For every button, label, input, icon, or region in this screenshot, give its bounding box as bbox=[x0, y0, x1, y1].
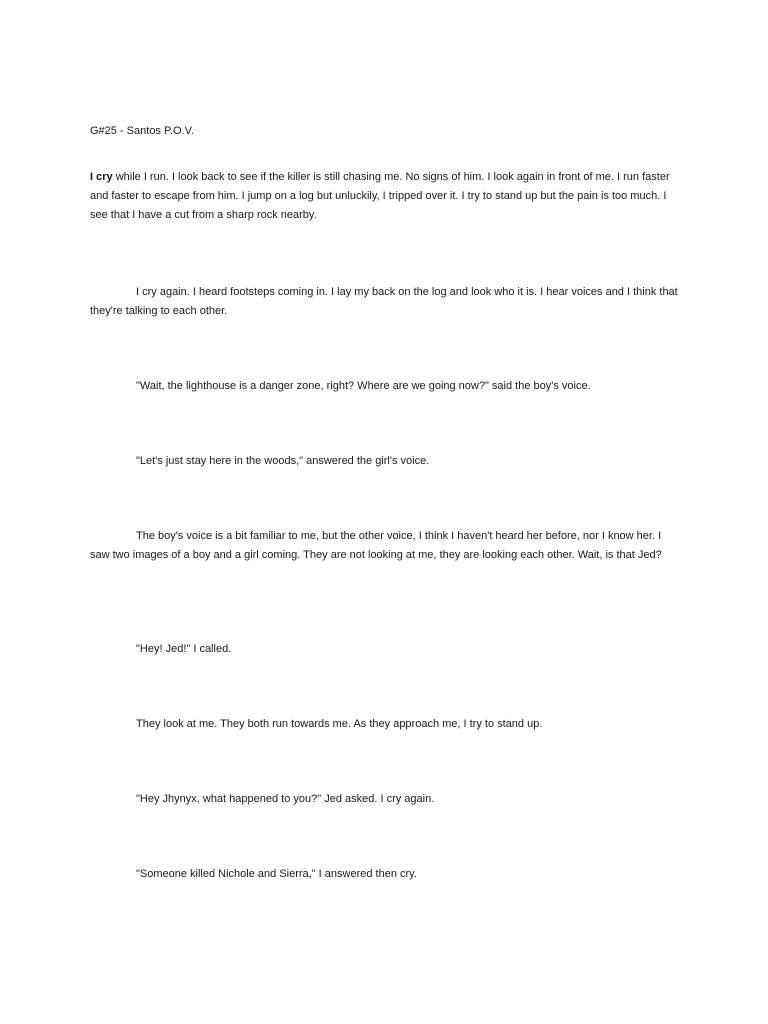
paragraph-3: "Wait, the lighthouse is a danger zone, right? Where are we going now?" said the boy's voice. bbox=[136, 380, 591, 392]
paragraph-1 bbox=[90, 168, 680, 225]
paragraph-4: "Let's just stay here in the woods," answered the girl's voice. bbox=[136, 455, 430, 467]
chapter-heading: G#25 - Santos P.O.V. bbox=[90, 125, 194, 137]
paragraph-7: They look at me. They both run towards me. As they approach me, I try to stand up. bbox=[136, 718, 543, 730]
paragraph-8: "Hey Jhynyx, what happened to you?" Jed asked. I cry again. bbox=[136, 793, 435, 805]
paragraph-1-text: while I run. I look back to see if the killer is still chasing me. No signs of him. I look again in front of me. I run faster and faster to escape from him. I jump on a log but unluckily, I tripped over it. I try to stand up but the pain is too much. I see that I have a cut from a sharp rock nearby. bbox=[90, 171, 670, 221]
paragraph-5: The boy's voice is a bit familiar to me, but the other voice, I think I haven't heard her before, nor I know her. I saw two images of a boy and a girl coming. They are not looking at me, they are looking each other. Wait, is that Jed? bbox=[90, 530, 662, 561]
paragraph-1-lead: I cry bbox=[90, 171, 113, 183]
paragraph-9: "Someone killed Nichole and Sierra," I answered then cry. bbox=[136, 868, 417, 880]
paragraph-2: I cry again. I heard footsteps coming in. I lay my back on the log and look who it is. I hear voices and I think that they're talking to each other. bbox=[90, 286, 678, 317]
paragraph-6: "Hey! Jed!" I called. bbox=[136, 643, 232, 655]
